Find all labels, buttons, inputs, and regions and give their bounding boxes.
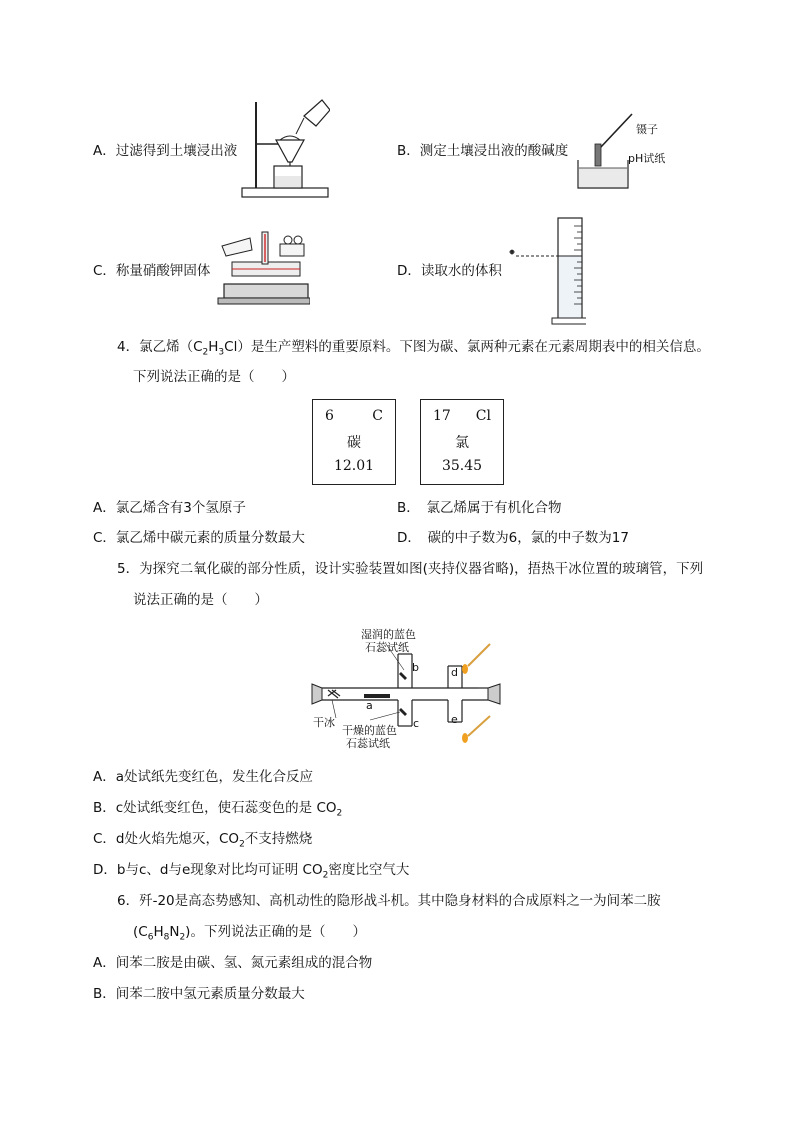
- element-card-carbon: [312, 399, 396, 485]
- label-b: b: [412, 661, 419, 674]
- ph-paper-label: pH试纸: [628, 152, 666, 165]
- q4-option-d: D． 碳的中子数为6，氯的中子数为17: [397, 530, 629, 546]
- element-mass: 12.01: [333, 458, 375, 474]
- element-name: 碳: [347, 435, 361, 451]
- q3-option-d: D．读取水的体积: [397, 263, 502, 279]
- q3-option-b: B．测定土壤浸出液的酸碱度: [397, 143, 569, 159]
- element-symbol: C: [372, 408, 383, 424]
- q6-option-a: A．间苯二胺是由碳、氢、氮元素组成的混合物: [93, 955, 373, 971]
- q5-option-a: A．a处试纸先变红色，发生化合反应: [93, 769, 314, 785]
- q5-stem-line2: 说法正确的是（ ）: [133, 592, 268, 608]
- q3-option-a: A．过滤得到土壤浸出液: [93, 143, 238, 159]
- q4-stem-line1: 4．氯乙烯$(C_2H_3Cl)$是生产塑料的重要原料。下图为碳、氯两种元素在元素周期表中的相关信息。: [117, 339, 710, 358]
- balance-figure: [216, 228, 310, 306]
- wet-paper-label-line1: 湿润的蓝色: [361, 628, 416, 641]
- q5-option-d: D．b与c、d与e现象对比均可证明 $CO_2$密度比空气大: [93, 862, 410, 881]
- graduated-cylinder-figure: [504, 214, 586, 326]
- filtration-apparatus-figure: [238, 96, 330, 200]
- element-card-chlorine: [420, 399, 504, 485]
- label-a: a: [366, 699, 373, 712]
- dry-ice-label: 干冰: [313, 716, 335, 729]
- q4-option-a: A．氯乙烯含有3个氢原子: [93, 500, 246, 516]
- tweezers-label: 镊子: [636, 123, 658, 136]
- q6-stem-line2: $(C_6H_8N_2)$。下列说法正确的是（ ）: [133, 924, 366, 943]
- q4-stem-line2: 下列说法正确的是（ ）: [133, 369, 295, 385]
- element-symbol: Cl: [475, 408, 491, 424]
- element-mass: 35.45: [441, 458, 483, 474]
- wet-paper-label-line2: 石蕊试纸: [365, 641, 409, 654]
- q5-option-c: C．d处火焰先熄灭，$CO_2$不支持燃烧: [93, 831, 313, 850]
- q6-stem-line1: 6．歼-20是高态势感知、高机动性的隐形战斗机。其中隐身材料的合成原料之一为间苯二胺: [117, 893, 661, 909]
- dry-paper-label-line2: 石蕊试纸: [346, 737, 390, 750]
- q5-option-b: B．c处试纸变红色，使石蕊变色的是 $CO_2$: [93, 800, 343, 819]
- q4-option-c: C．氯乙烯中碳元素的质量分数最大: [93, 530, 305, 546]
- label-c: c: [413, 717, 420, 730]
- element-name: 氯: [455, 435, 469, 451]
- ph-test-figure: [574, 110, 634, 192]
- q6-option-b: B．间苯二胺中氢元素质量分数最大: [93, 986, 305, 1002]
- element-number: 6: [325, 408, 334, 424]
- label-d: d: [451, 666, 458, 679]
- q4-option-b: B． 氯乙烯属于有机化合物: [397, 500, 562, 516]
- q5-stem-line1: 5．为探究二氧化碳的部分性质，设计实验装置如图(夹持仪器省略)，捂热干冰位置的玻璃管，下列: [117, 561, 704, 577]
- q3-option-c: C．称量硝酸钾固体: [93, 263, 211, 279]
- dry-paper-label-line1: 干燥的蓝色: [342, 724, 397, 737]
- label-e: e: [451, 713, 458, 726]
- element-number: 17: [433, 408, 451, 424]
